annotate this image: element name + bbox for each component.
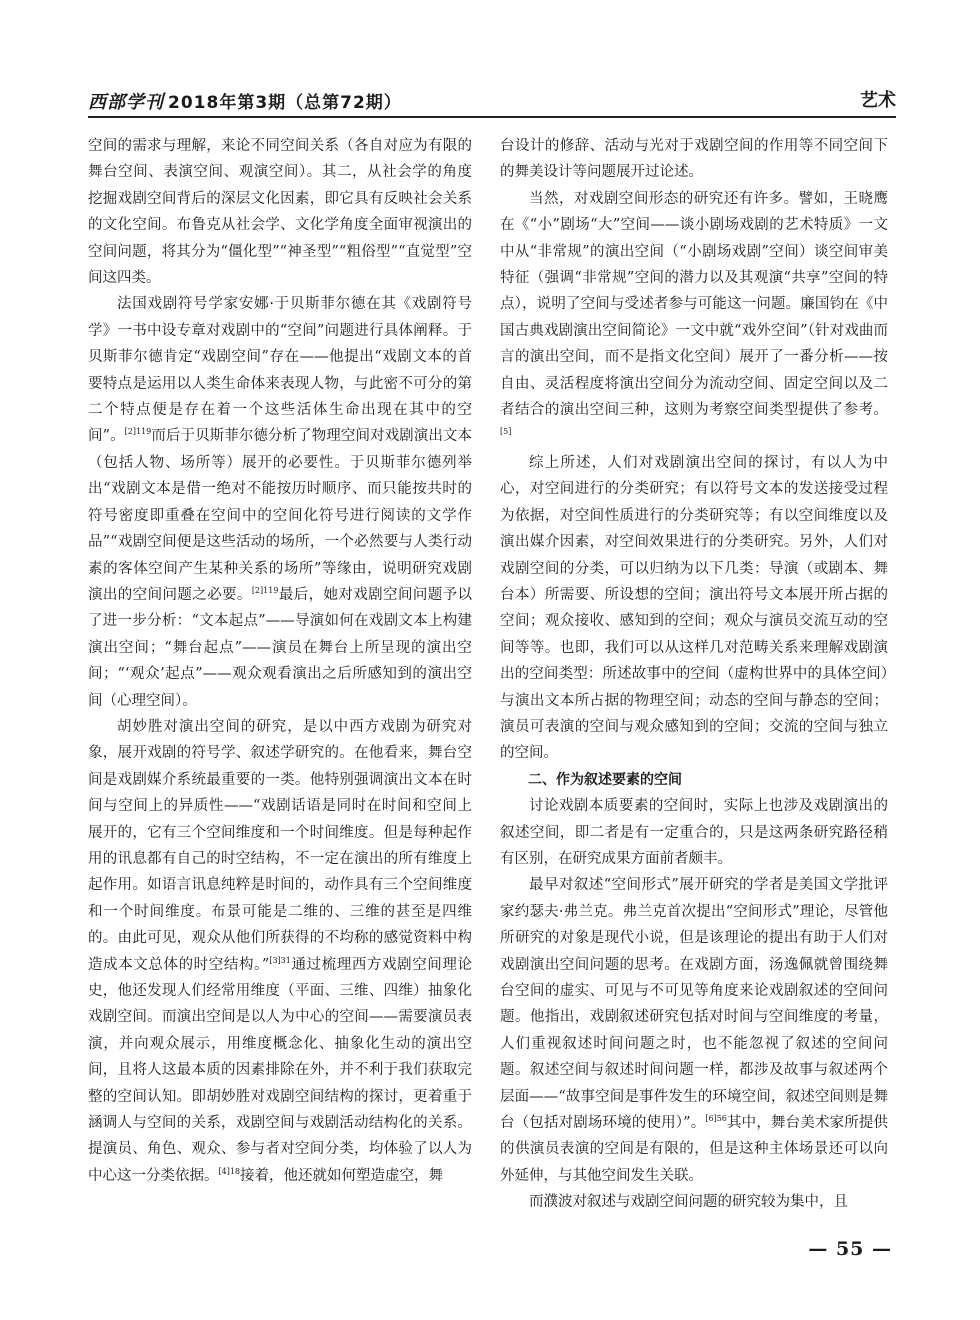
section-heading: [500, 767, 888, 793]
paragraph: [88, 291, 472, 714]
paragraph: [500, 1189, 888, 1215]
paragraph: [88, 133, 472, 291]
paragraph-text: 法国戏剧符号学家安娜·于贝斯菲尔德在其《戏剧符号学》一书中设专章对戏剧中的“空间”问题进行具体阐释。于贝斯菲尔德肯定“戏剧空间”存在——他提出“戏剧文本的首要特点是运用以人类生命体来表现人物，与此密不可分的第二个特点便是存在着一个这些活体生命出现在其中的空间”。: [88, 296, 472, 445]
paragraph-text: 其中，舞台美术家所提供的供演员表演的空间是有限的，但是这种主体场景还可以向外延伸，与其他空间发生关联。: [500, 1115, 889, 1184]
paragraph-text: 而后于贝斯菲尔德分析了物理空间对戏剧演出文本（包括人物、场所等）展开的必要性。于贝斯菲尔德列举出“戏剧文本是借一绝对不能按历时顺序、而只能按共时的符号密度即重叠在空间中的空间化符号进行阅读的文学作品”“戏剧空间便是这些活动的场所，一个必然要与人类行动素的客体空间产生某种关系的场所”等缘由，说明研究戏剧演出的空间问题之必要。: [88, 428, 472, 603]
issue-info: 2018年第3期（总第72期）: [168, 93, 402, 113]
paragraph: [500, 450, 888, 767]
paragraph-text: 二、作为叙述要素的空间: [528, 771, 682, 788]
paragraph: [500, 186, 888, 450]
citation-ref: [2]119: [251, 586, 279, 596]
paragraph-text: 而濮波对叙述与戏剧空间问题的研究较为集中，且: [529, 1194, 848, 1211]
paragraph: [500, 133, 888, 186]
paragraph: [500, 793, 888, 872]
page-number: — 55 —: [808, 1238, 892, 1260]
paragraph-text: 胡妙胜对演出空间的研究，是以中西方戏剧为研究对象，展开戏剧的符号学、叙述学研究的。在他看来，舞台空间是戏剧媒介系统最重要的一类。他特别强调演出文本在时间与空间上的异质性——“戏剧话语是同时在时间和空间上展开的，它有三个空间维度和一个时间维度。但是每种起作用的讯息都有自己的时空结构，不一定在演出的所有维度上起作用。如语言讯息纯粹是时间的，动作具有三个空间维度和一个时间维度。布景可能是二维的、三维的甚至是四维的。由此可见，观众从他们所获得的不均称的感觉资料中构造成本文总体的时空结构。”: [88, 718, 472, 973]
paragraph-text: 当然，对戏剧空间形态的研究还有许多。譬如，王晓鹰在《“小”剧场“大”空间——谈小剧场戏剧的艺术特质》一文中从“非常规”的演出空间（“小剧场戏剧”空间）谈空间审美特征（强调“非常规”空间的潜力以及其观演“共享”空间的特点），说明了空间与受述者参与可能这一问题。廉国钧在《中国古典戏剧演出空间简论》一文中就“戏外空间”（针对戏曲而言的演出空间，而不是指文化空间）展开了一番分析——按自由、灵活程度将演出空间分为流动空间、固定空间以及二者结合的演出空间三种，这则为考察空间类型提供了参考。: [500, 190, 888, 419]
paragraph-text: 通过梳理西方戏剧空间理论史，他还发现人们经常用维度（平面、三维、四维）抽象化戏剧空间。而演出空间是以人为中心的空间——需要演员表演，并向观众展示，用维度概念化、抽象化生动的演出空间，且将人这最本质的因素排除在外，并不利于我们获取完整的空间认知。即胡妙胜对戏剧空间结构的探讨，更着重于涵调人与空间的关系，戏剧空间与戏剧活动结构化的关系。提演员、角色、观众、参与者对空间分类，均体验了以人为中心这一分类依据。: [88, 956, 472, 1184]
header-rule: [88, 116, 896, 118]
journal-title: [88, 88, 402, 114]
right-column: [500, 133, 888, 1216]
citation-ref: [3]31: [269, 955, 291, 965]
paragraph-text: 空间的需求与理解，来论不同空间关系（各自对应为有限的舞台空间、表演空间、观演空间）。其二，从社会学的角度挖掘戏剧空间背后的深层文化因素，即它具有反映社会关系的文化空间。布鲁克从社会学、文化学角度全面审视演出的空间问题，将其分为“僵化型”“神圣型”“粗俗型”“直觉型”空间这四类。: [88, 138, 472, 287]
paragraph-text: 最后，她对戏剧空间问题予以了进一步分析：“文本起点”——导演如何在戏剧文本上构建演出空间；“舞台起点”——演员在舞台上所呈现的演出空间；“‘观众’起点”——观众观看演出之后所感知到的演出空间（心理空间）。: [88, 586, 473, 709]
paragraph-text: 讨论戏剧本质要素的空间时，实际上也涉及戏剧演出的叙述空间，即二者是有一定重合的，只是这两条研究路径稍有区别，在研究成果方面前者颇丰。: [500, 798, 888, 867]
journal-logo: 西部学刊: [88, 92, 164, 113]
paragraph: [500, 872, 888, 1189]
citation-ref: [5]: [500, 427, 512, 437]
citation-ref: [4]18: [218, 1167, 241, 1177]
section-label: 艺术: [860, 90, 896, 111]
paragraph-text: 接着，他还就如何塑造虚空，舞: [240, 1167, 444, 1184]
paragraph-text: 最早对叙述“空间形式”展开研究的学者是美国文学批评家约瑟夫·弗兰克。弗兰克首次提出“空间形式”理论，尽管他所研究的对象是现代小说，但是该理论的提出有助于人们对戏剧演出空间问题的思考。在戏剧方面，汤逸佩就曾围绕舞台空间的虚实、可见与不可见等角度来论戏剧叙述的空间问题。他指出，戏剧叙述研究包括对时间与空间维度的考量，人们重视叙述时间问题之时，也不能忽视了叙述的空间问题。叙述空间与叙述时间问题一样，都涉及故事与叙述两个层面——“故事空间是事件发生的环境空间，叙述空间则是舞台（包括对剧场环境的使用）”。: [500, 877, 888, 1132]
left-column: [88, 133, 472, 1189]
citation-ref: [6]56: [705, 1114, 727, 1124]
paragraph-text: 综上所述，人们对戏剧演出空间的探讨，有以人为中心，对空间进行的分类研究；有以符号文本的发送接受过程为依据，对空间性质进行的分类研究等；有以空间维度以及演出媒介因素，对空间效果进行的分类研究。另外，人们对戏剧空间的分类，可以归纳为以下几类：导演（或剧本、舞台本）所需要、所设想的空间；演出符号文本展开所占据的空间；观众接收、感知到的空间；观众与演员交流互动的空间等等。也即，我们可以从这样几对范畴关系来理解戏剧演出的空间类型：所述故事中的空间（虚构世界中的具体空间）与演出文本所占据的物理空间；动态的空间与静态的空间；演员可表演的空间与观众感知到的空间；交流的空间与独立的空间。: [500, 454, 888, 762]
page-header: [88, 84, 896, 118]
paragraph-text: 台设计的修辞、活动与光对于戏剧空间的作用等不同空间下的舞美设计等问题展开过论述。: [500, 138, 888, 181]
paragraph: [88, 714, 472, 1189]
citation-ref: [2]119: [124, 427, 152, 437]
